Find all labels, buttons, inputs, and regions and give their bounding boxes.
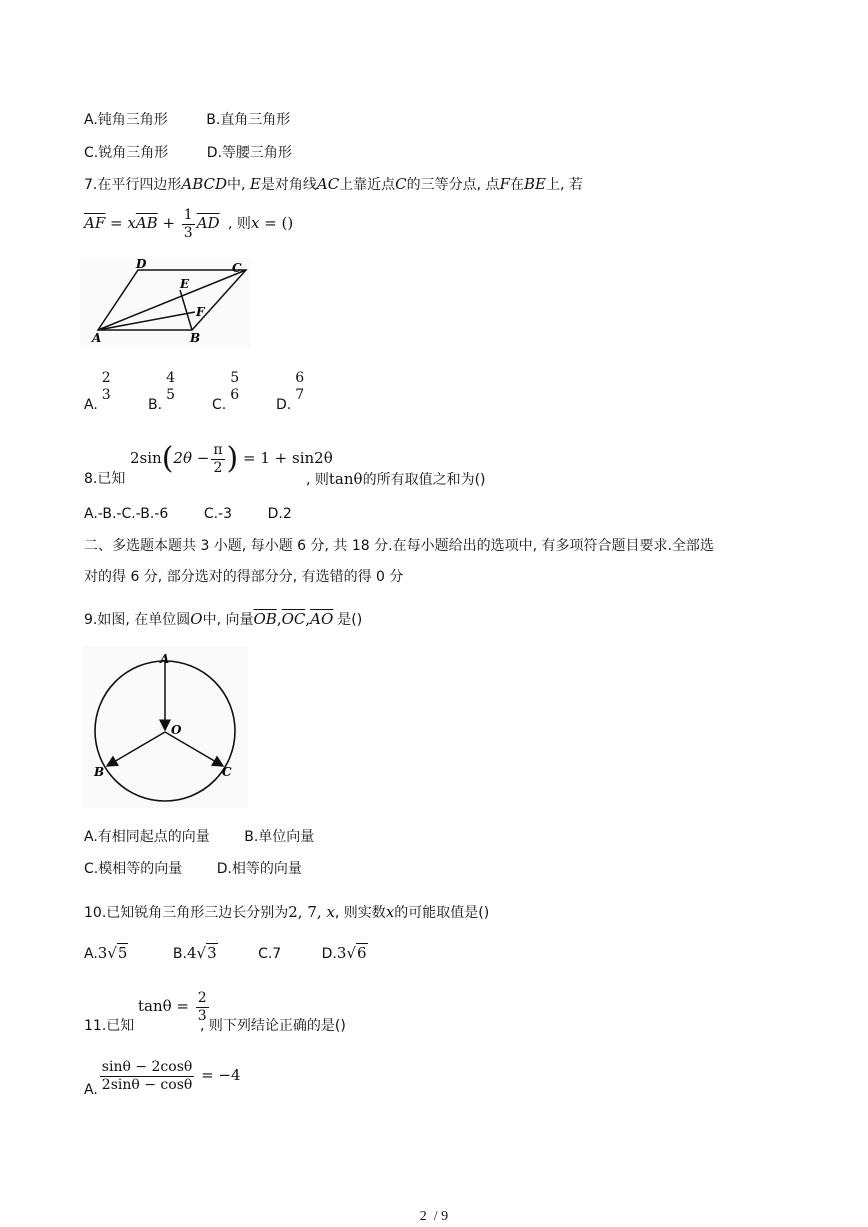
q9-option-a: A.有相同起点的向量 xyxy=(84,829,210,845)
q10-option-b-coef: 4 xyxy=(186,944,197,962)
q7-eq-mid: = x xyxy=(105,214,136,232)
q8-paren-open: ( xyxy=(161,441,174,476)
q7-option-d xyxy=(276,370,308,413)
q7-option-d-den: 7 xyxy=(295,387,305,403)
q10-option-d xyxy=(322,946,368,962)
q9-stem xyxy=(84,610,362,629)
q8-options xyxy=(84,505,292,523)
q7-fraction xyxy=(182,207,195,242)
q7-text-5: 的三等分点, 点 xyxy=(406,177,500,193)
q7-fraction-num: 1 xyxy=(183,206,193,223)
unit-circle-figure xyxy=(82,646,248,808)
q10-option-d-value: 3√6 xyxy=(336,944,367,962)
q10-option-d-prefix: D. xyxy=(321,946,337,962)
q10-option-b-rad: 3 xyxy=(207,944,217,962)
q7-text-6: 在 xyxy=(509,177,524,193)
vector-ao: $\overline{AO}$ xyxy=(310,610,334,628)
label-a: A xyxy=(92,331,102,345)
q8-equation xyxy=(130,438,333,479)
q11-num: 2 xyxy=(197,989,207,1006)
vector-oc: $\overline{OC}$ xyxy=(281,610,306,628)
q10-option-b-value: 4√3 xyxy=(186,944,217,962)
q7-option-c xyxy=(212,370,243,413)
q10-option-d-rad: 6 xyxy=(357,944,367,962)
q9-options-row-1 xyxy=(84,828,314,846)
q9-option-c: C.模相等的向量 xyxy=(84,861,183,877)
q8-lhs: 2sin xyxy=(130,449,162,467)
q10-x-2: x xyxy=(385,903,395,921)
vector-ab: $\overline{AB}$ xyxy=(135,214,158,232)
q11-stem-tail xyxy=(200,1017,346,1035)
q9-text-1: 9.如图, 在单位圆 xyxy=(84,612,191,628)
q7-be: BE xyxy=(523,175,546,193)
q7-option-c-den: 6 xyxy=(230,387,240,403)
q6-options-row-2 xyxy=(84,144,292,162)
q7-text-1: 7.在平行四边形 xyxy=(84,177,182,193)
label-c: C xyxy=(222,765,232,779)
q6-option-c: C.锐角三角形 xyxy=(84,145,169,161)
section-2-heading-line-1 xyxy=(84,537,714,555)
q10-stem xyxy=(84,903,489,922)
q7-x: x xyxy=(250,214,260,232)
q11-stem xyxy=(84,1017,134,1035)
q10-option-a-coef: 3 xyxy=(97,944,108,962)
q9-option-b: B.单位向量 xyxy=(244,829,315,845)
q8-prefix: 8.已知 xyxy=(84,471,126,487)
q7-option-c-frac xyxy=(228,370,241,404)
q7-text-2: 中, xyxy=(227,177,246,193)
q7-text-4: 上靠近点 xyxy=(339,177,396,193)
q7-option-a-den: 3 xyxy=(101,387,111,403)
q7-option-a xyxy=(84,370,115,413)
q11-text: , 则下列结论正确的是() xyxy=(200,1018,346,1034)
q10-text-1: 10.已知锐角三角形三边长分别为 xyxy=(84,905,289,921)
q7-option-b-den: 5 xyxy=(166,387,175,403)
q7-then: , 则 xyxy=(228,216,251,232)
q7-c: C xyxy=(395,175,407,193)
q8-text: , 则 xyxy=(306,472,329,488)
vector-ad: $\overline{AD}$ xyxy=(196,214,220,232)
q10-x: x xyxy=(326,903,335,921)
q8-two: 2 xyxy=(211,459,224,477)
q8-paren-close: ) xyxy=(226,441,239,476)
q10-option-d-coef: 3 xyxy=(336,944,347,962)
vector-af: $\overline{AF}$ xyxy=(84,214,106,232)
parallelogram-figure xyxy=(80,258,250,348)
q10-option-c: C.7 xyxy=(258,946,282,962)
q11-tan: tanθ = xyxy=(138,997,194,1015)
q7-option-a-prefix: A. xyxy=(84,397,98,413)
q8-options-text: A.-B.-C.-B.-6 C.-3 D.2 xyxy=(84,506,292,522)
q10-option-b-prefix: B. xyxy=(172,946,187,962)
q10-option-a-prefix: A. xyxy=(84,946,98,962)
q9-comma-2: , xyxy=(305,610,311,628)
q6-option-a: A.钝角三角形 xyxy=(84,112,168,128)
q9-option-d: D.相等的向量 xyxy=(216,861,302,877)
q7-text-7: 上, 若 xyxy=(545,177,583,193)
q7-option-d-num: 6 xyxy=(295,370,305,386)
q11-option-a-rhs: = −4 xyxy=(196,1066,241,1084)
q10-option-b xyxy=(173,946,218,962)
q8-stem xyxy=(84,470,125,488)
label-o: O xyxy=(171,723,182,737)
q8-inner: 2θ − xyxy=(173,449,210,467)
q7-option-c-prefix: C. xyxy=(212,397,227,413)
label-b: B xyxy=(190,331,201,345)
q11-den: 3 xyxy=(197,1007,207,1024)
q10-options xyxy=(84,944,368,963)
q11-option-a-prefix: A. xyxy=(84,1082,98,1098)
page-number: 2 / 9 xyxy=(419,1209,449,1224)
q7-abcd: ABCD xyxy=(181,175,227,193)
label-d: D xyxy=(136,258,147,271)
q7-stem xyxy=(84,175,583,194)
q10-option-a-rad: 5 xyxy=(117,944,128,962)
q11-option-a xyxy=(84,1055,241,1110)
label-b: B xyxy=(94,765,105,779)
q9-comma-1: , xyxy=(276,610,282,628)
label-f: F xyxy=(196,305,205,319)
q9-text-3: 是() xyxy=(337,612,363,628)
q7-e: E xyxy=(249,175,261,193)
section-2-text-2: 对的得 6 分, 部分选对的得部分分, 有选错的得 0 分 xyxy=(84,569,404,585)
q7-option-d-prefix: D. xyxy=(276,397,292,413)
q9-text-2: 中, 向量 xyxy=(202,612,254,628)
q7-option-a-num: 2 xyxy=(101,370,111,386)
q9-o: O xyxy=(190,610,203,628)
section-2-heading-line-2 xyxy=(84,568,403,586)
q8-pi-fraction xyxy=(211,442,224,477)
q6-option-b: B.直角三角形 xyxy=(206,112,291,128)
q8-pi: π xyxy=(213,441,223,458)
q7-ac: AC xyxy=(316,175,340,193)
q11-option-a-den: 2sinθ − cosθ xyxy=(101,1076,193,1093)
q7-option-a-frac xyxy=(100,370,113,404)
q7-eq-end: = () xyxy=(259,214,294,232)
q10-option-a-value: 3√5 xyxy=(97,944,128,962)
q7-eq-plus: + xyxy=(157,214,180,232)
q11-option-a-num: sinθ − 2cosθ xyxy=(101,1058,193,1075)
q6-options-row-1 xyxy=(84,111,290,129)
q10-values: 2, 7, xyxy=(288,903,327,921)
q8-tan: tanθ xyxy=(328,470,363,488)
q6-option-d: D.等腰三角形 xyxy=(206,145,292,161)
q7-f: F xyxy=(499,175,510,193)
q7-equation xyxy=(84,204,293,243)
q7-option-c-num: 5 xyxy=(230,370,240,386)
q7-option-b-num: 4 xyxy=(166,370,175,386)
vector-ob: $\overline{OB}$ xyxy=(253,610,277,628)
q7-option-d-frac xyxy=(293,370,306,404)
q8-stem-tail xyxy=(306,470,486,489)
q11-prefix: 11.已知 xyxy=(84,1018,135,1034)
q10-option-a xyxy=(84,946,128,962)
q7-option-b-prefix: B. xyxy=(148,397,163,413)
section-2-text-1: 二、多选题本题共 3 小题, 每小题 6 分, 共 18 分.在每小题给出的选项中, 有多项符合题目要求.全部选 xyxy=(84,538,714,554)
q10-text-2: , 则实数 xyxy=(334,905,386,921)
q7-text-3: 是对角线 xyxy=(260,177,317,193)
q7-option-b-frac xyxy=(164,370,177,404)
q8-text-2: 的所有取值之和为() xyxy=(362,472,486,488)
label-c: C xyxy=(232,261,242,275)
label-e: E xyxy=(180,277,190,291)
q10-text-3: 的可能取值是() xyxy=(394,905,490,921)
q7-fraction-den: 3 xyxy=(183,224,193,241)
q9-options-row-2 xyxy=(84,860,302,878)
label-a: A xyxy=(160,652,170,666)
q8-rhs: = 1 + sin2θ xyxy=(238,449,333,467)
q11-option-a-fraction xyxy=(100,1059,195,1094)
q7-option-b xyxy=(148,370,179,413)
